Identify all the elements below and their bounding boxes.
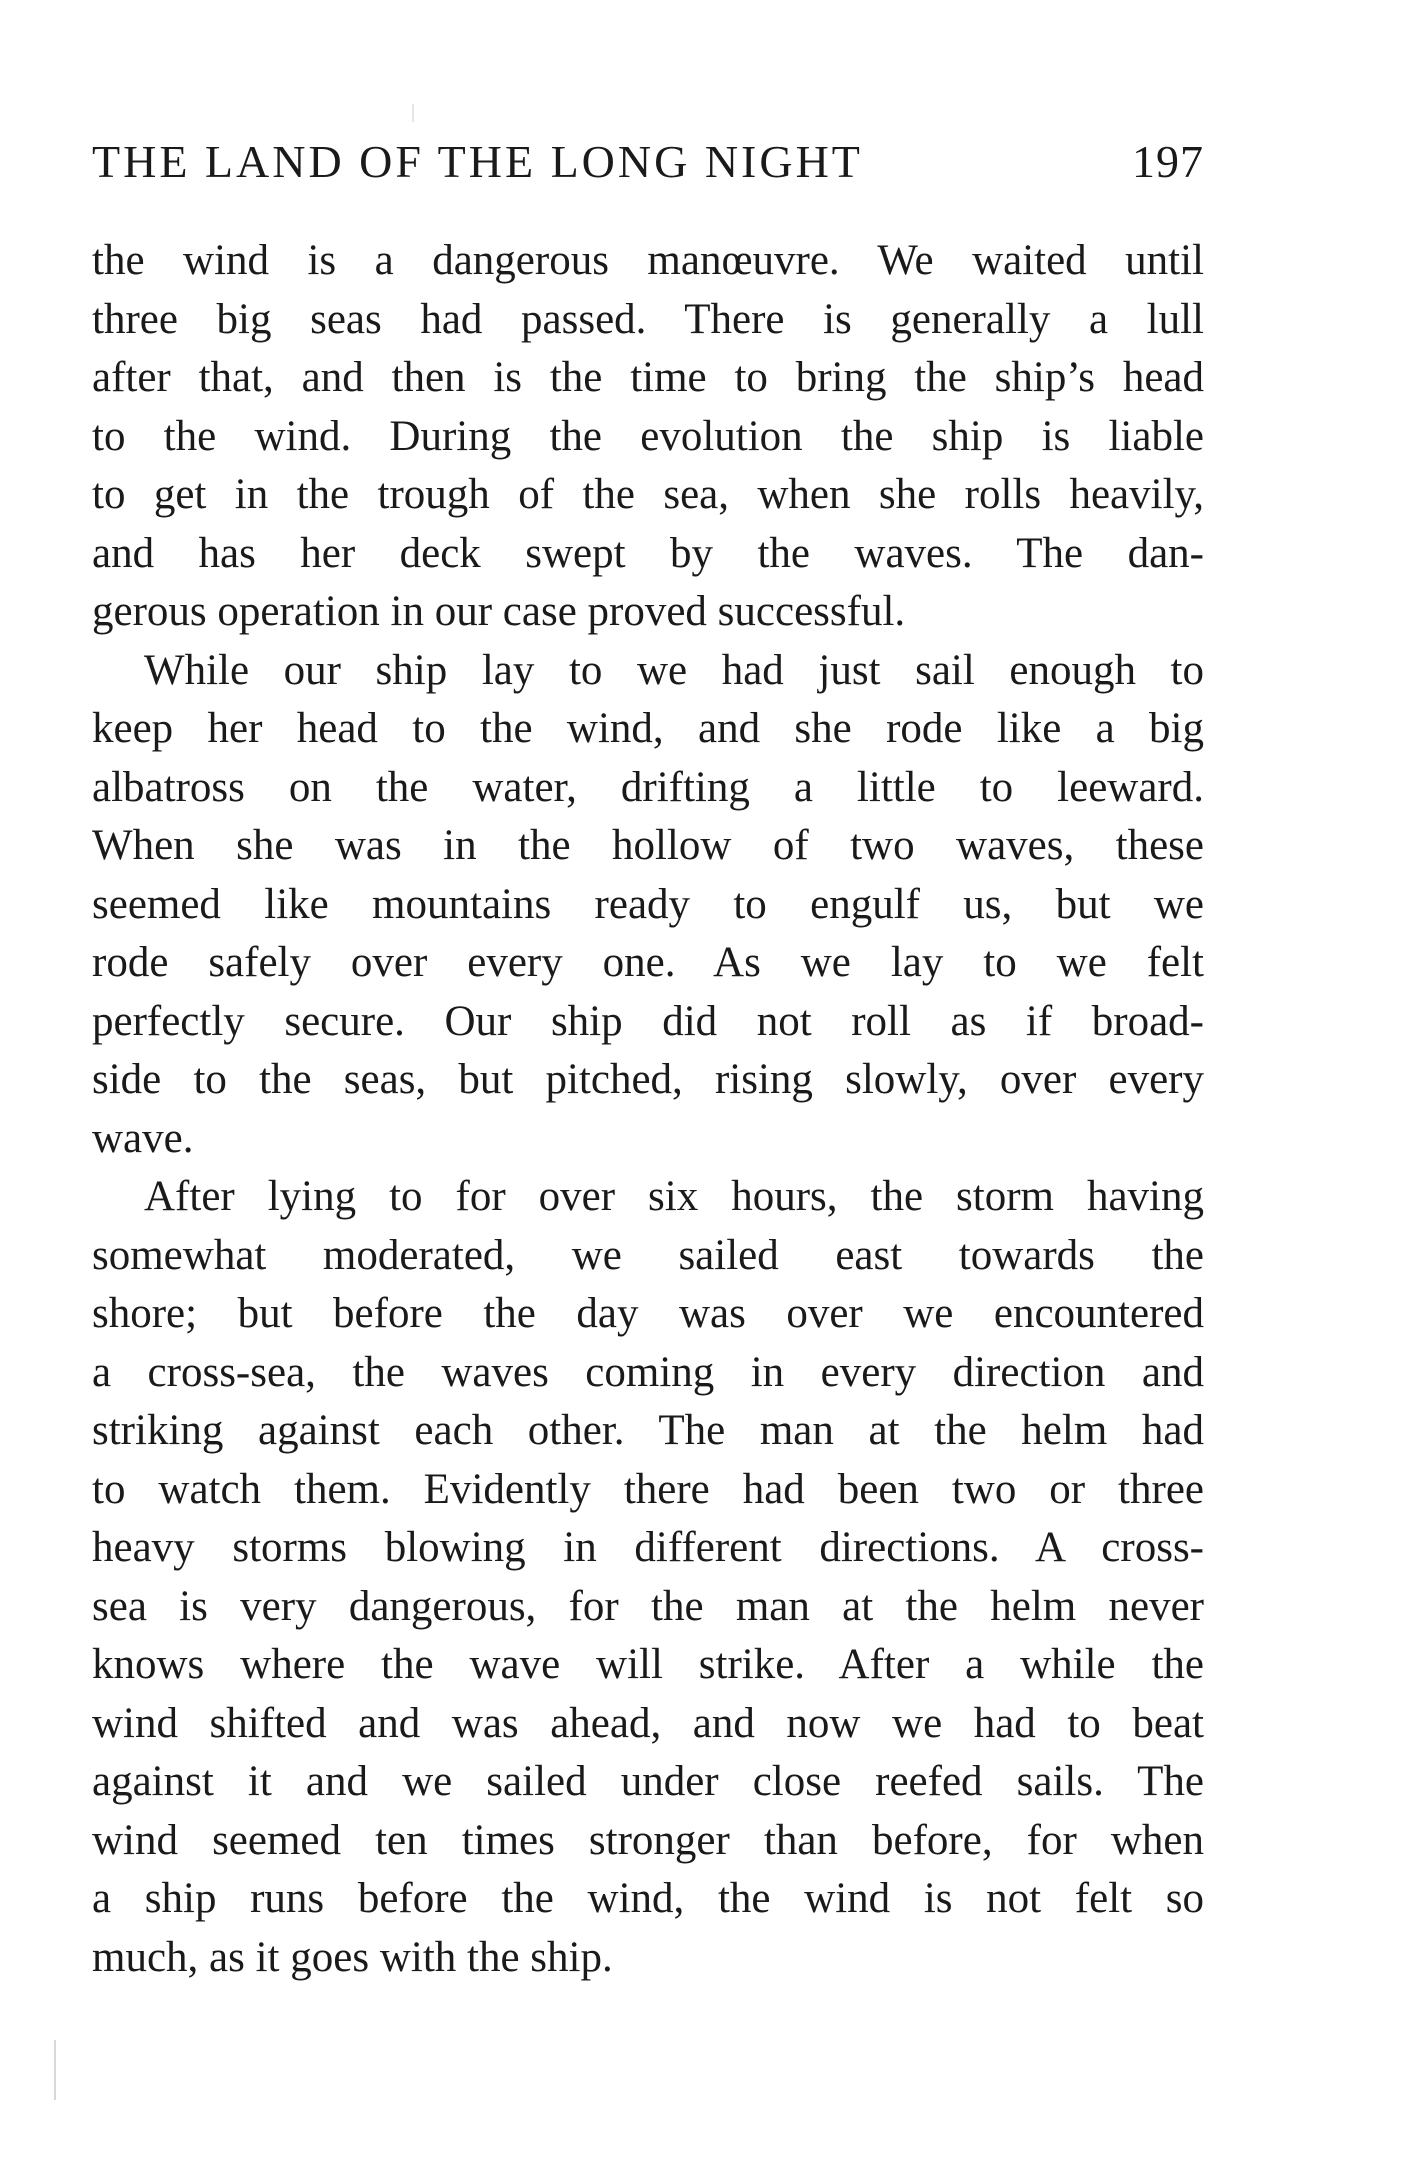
running-title: THE LAND OF THE LONG NIGHT [92, 136, 863, 187]
text-line: a cross-sea, the waves coming in every direction and [92, 1348, 1204, 1396]
text-line: wind shifted and was ahead, and now we had to beat [92, 1699, 1204, 1747]
text-line: keep her head to the wind, and she rode like a big [92, 705, 1204, 752]
scan-artifact [54, 2040, 56, 2100]
text-line: a ship runs before the wind, the wind is not felt so [92, 1875, 1204, 1922]
text-line: seemed like mountains ready to engulf us, but we [92, 880, 1204, 928]
text-line: When she was in the hollow of two waves, these [92, 822, 1204, 869]
running-header [92, 132, 1204, 192]
text-line: the wind is a dangerous manœuvre. We waited until [92, 237, 1204, 284]
text-line: albatross on the water, drifting a little to leeward. [92, 763, 1204, 811]
text-line: much, as it goes with the ship. [92, 1933, 613, 1981]
text-line: heavy storms blowing in different directions. A cross- [92, 1524, 1204, 1571]
paragraph [92, 642, 1204, 1169]
text-line: striking against each other. The man at the helm had [92, 1407, 1204, 1454]
text-line: somewhat moderated, we sailed east towards the [92, 1231, 1204, 1279]
text-line: wind seemed ten times stronger than before, for when [92, 1816, 1204, 1864]
text-line: shore; but before the day was over we encountered [92, 1290, 1204, 1337]
text-line: perfectly secure. Our ship did not roll as if broad- [92, 997, 1204, 1045]
text-line: after that, and then is the time to bring the ship’s head [92, 354, 1204, 401]
text-line: sea is very dangerous, for the man at the helm never [92, 1582, 1204, 1630]
text-line: wave. [92, 1114, 194, 1162]
page-number: 197 [1132, 136, 1204, 187]
text-line: three big seas had passed. There is generally a lull [92, 295, 1204, 343]
text-line: against it and we sailed under close reefed sails. The [92, 1758, 1204, 1805]
text-line: gerous operation in our case proved successful. [92, 588, 906, 635]
text-line: rode safely over every one. As we lay to we felt [92, 939, 1204, 986]
scan-artifact [412, 104, 414, 122]
text-line: to watch them. Evidently there had been two or three [92, 1465, 1204, 1513]
text-line: side to the seas, but pitched, rising slowly, over every [92, 1056, 1204, 1103]
text-line: knows where the wave will strike. After a while the [92, 1641, 1204, 1688]
text-line: After lying to for over six hours, the storm having [144, 1173, 1204, 1220]
paragraph [92, 232, 1204, 642]
paragraph [92, 1168, 1204, 1987]
text-line: and has her deck swept by the waves. The dan- [92, 529, 1204, 577]
body-text [92, 232, 1204, 1987]
text-line: to get in the trough of the sea, when she rolls heavily, [92, 471, 1204, 518]
text-line: While our ship lay to we had just sail enough to [144, 646, 1204, 694]
text-line: to the wind. During the evolution the ship is liable [92, 412, 1204, 460]
